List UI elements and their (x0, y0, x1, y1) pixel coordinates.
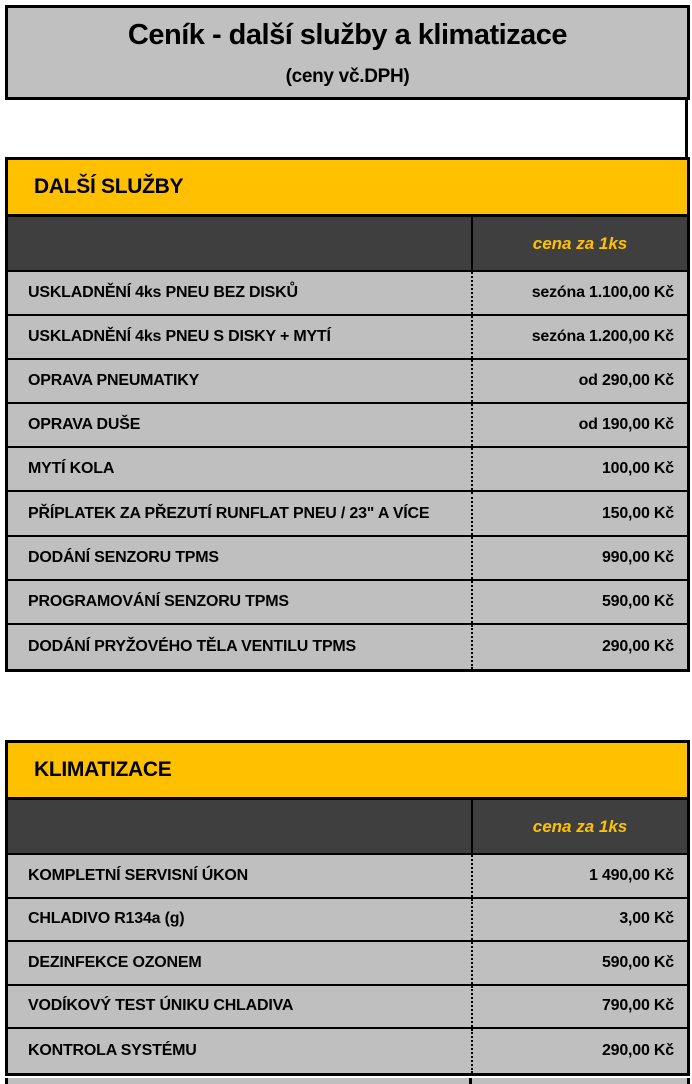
row-price: 150,00 Kč (471, 492, 687, 534)
right-edge-connector-line (685, 100, 688, 157)
table-row (8, 272, 687, 316)
row-price: 790,00 Kč (471, 986, 687, 1028)
row-price: sezóna 1.100,00 Kč (471, 272, 687, 314)
cutoff-column-divider (469, 1078, 472, 1084)
row-label: MYTÍ KOLA (28, 460, 115, 478)
column-header-spacer (8, 217, 471, 270)
table-row (8, 492, 687, 536)
row-label: DODÁNÍ PRYŽOVÉHO TĚLA VENTILU TPMS (28, 637, 357, 655)
title-box (5, 5, 690, 100)
row-price: 100,00 Kč (471, 448, 687, 490)
table-row (8, 537, 687, 581)
cutoff-next-row (5, 1078, 690, 1084)
table-row (8, 986, 687, 1030)
services-column-header-row (8, 217, 687, 272)
row-price: od 190,00 Kč (471, 404, 687, 446)
row-label: DEZINFEKCE OZONEM (28, 953, 202, 971)
table-row (8, 1029, 687, 1073)
row-price: 990,00 Kč (471, 537, 687, 579)
row-price: 290,00 Kč (471, 1029, 687, 1073)
row-label: KOMPLETNÍ SERVISNÍ ÚKON (28, 866, 249, 884)
price-column-header: cena za 1ks (471, 800, 687, 853)
table-row (8, 316, 687, 360)
row-price: 290,00 Kč (471, 625, 687, 669)
services-table (5, 157, 690, 672)
row-price: 590,00 Kč (471, 581, 687, 623)
page-title: Ceník - další služby a klimatizace (127, 19, 568, 51)
row-label: KONTROLA SYSTÉMU (28, 1041, 197, 1059)
row-price: od 290,00 Kč (471, 360, 687, 402)
table-row (8, 855, 687, 899)
row-price: 590,00 Kč (471, 942, 687, 984)
table-row (8, 448, 687, 492)
row-label: PROGRAMOVÁNÍ SENZORU TPMS (28, 592, 289, 610)
column-header-spacer (8, 800, 471, 853)
page-subtitle: (ceny vč.DPH) (285, 66, 410, 87)
services-section-heading: DALŠÍ SLUŽBY (8, 160, 687, 217)
air-conditioning-table (5, 740, 690, 1076)
ac-section-heading: KLIMATIZACE (8, 743, 687, 800)
row-label: OPRAVA DUŠE (28, 416, 141, 434)
table-row (8, 581, 687, 625)
row-label: OPRAVA PNEUMATIKY (28, 372, 200, 390)
table-row (8, 899, 687, 943)
row-label: VODÍKOVÝ TEST ÚNIKU CHLADIVA (28, 997, 294, 1015)
table-row (8, 360, 687, 404)
ac-column-header-row (8, 800, 687, 855)
row-label: DODÁNÍ SENZORU TPMS (28, 548, 219, 566)
table-row (8, 404, 687, 448)
row-label: CHLADIVO R134a (g) (28, 910, 185, 928)
table-row (8, 942, 687, 986)
row-label: USKLADNĚNÍ 4ks PNEU BEZ DISKŮ (28, 284, 298, 302)
row-price: 3,00 Kč (471, 899, 687, 941)
price-column-header: cena za 1ks (471, 217, 687, 270)
row-price: 1 490,00 Kč (471, 855, 687, 897)
row-label: PŘÍPLATEK ZA PŘEZUTÍ RUNFLAT PNEU / 23" A VÍCE (28, 504, 430, 522)
row-label: USKLADNĚNÍ 4ks PNEU S DISKY + MYTÍ (28, 328, 331, 346)
row-price: sezóna 1.200,00 Kč (471, 316, 687, 358)
table-row (8, 625, 687, 669)
